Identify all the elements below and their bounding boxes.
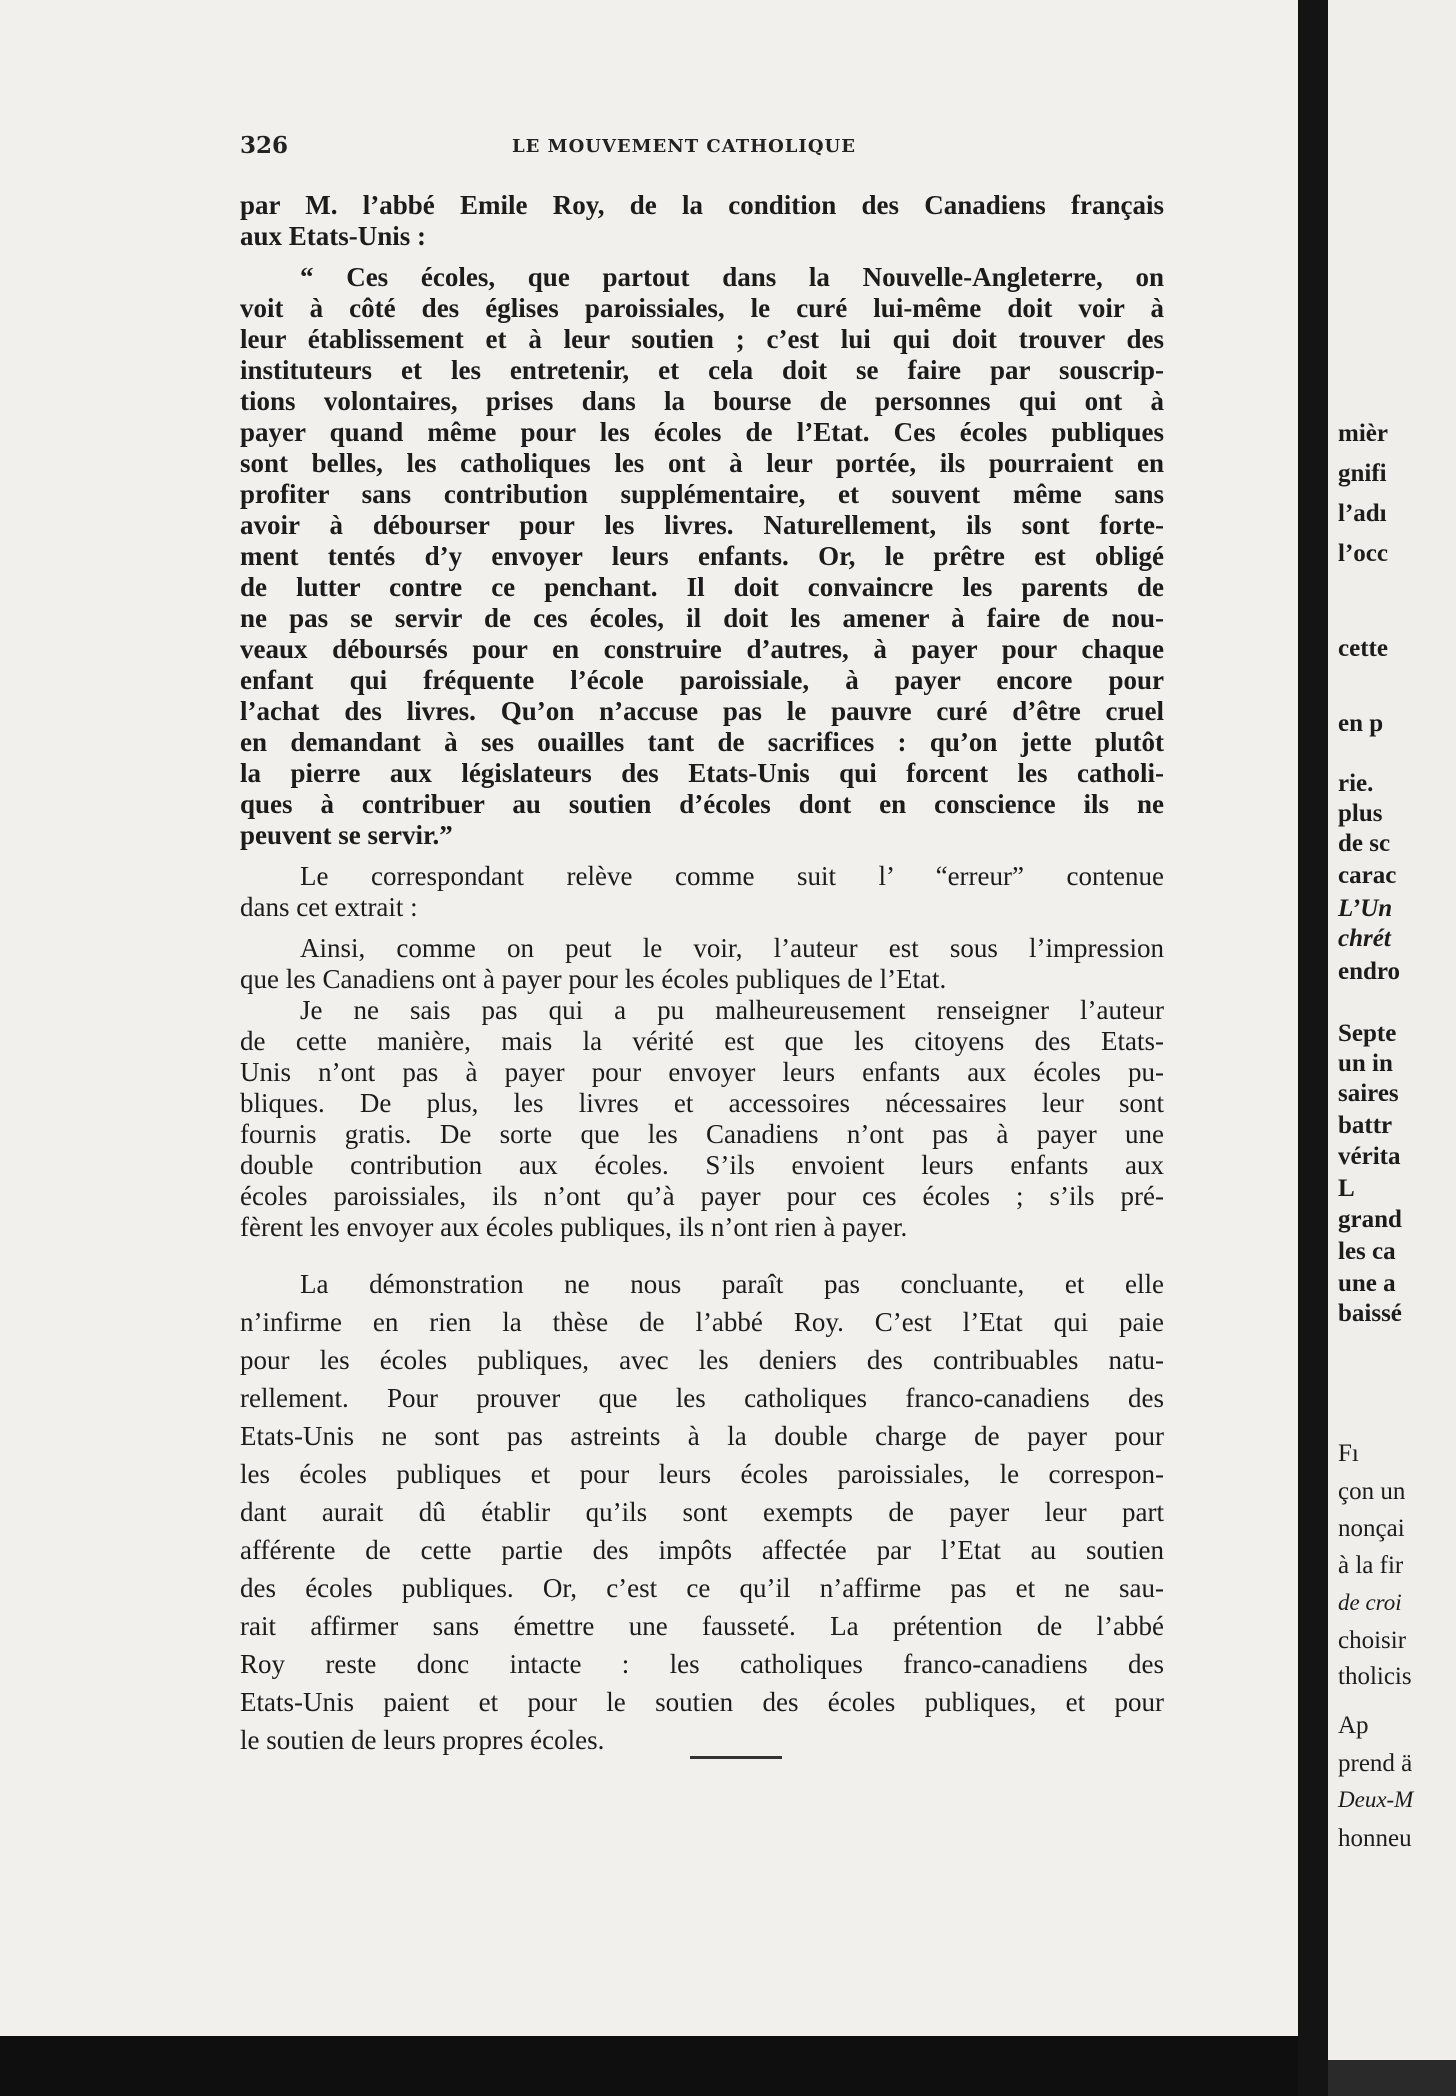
page-gutter (1298, 0, 1328, 2096)
text-line: aux Etats-Unis : (240, 221, 427, 251)
right-page-text-fragment: Fı (1338, 1440, 1359, 1467)
text-line: écoles paroissiales, ils n’ont qu’à payer pour ces écoles ; s’ils pré- (240, 1181, 1164, 1211)
text-line: les écoles publiques et pour leurs écoles paroissiales, le correspon- (240, 1459, 1164, 1489)
text-line: La démonstration ne nous paraît pas concluante, et elle (300, 1269, 1164, 1299)
text-line: Le correspondant relève comme suit l’ “erreur” contenue (300, 861, 1164, 891)
right-page-text-fragment: de croi (1338, 1590, 1402, 1615)
text-line: Roy reste donc intacte : les catholiques franco-canadiens des (240, 1649, 1164, 1679)
right-page (1328, 0, 1456, 2060)
text-line: ne pas se servir de ces écoles, il doit les amener à faire de nou- (240, 603, 1164, 633)
right-page-text-fragment: rie. (1338, 770, 1374, 797)
right-page-text-fragment: Ap (1338, 1712, 1369, 1739)
text-line: Unis n’ont pas à payer pour envoyer leurs enfants aux écoles pu- (240, 1057, 1164, 1087)
right-page-text-fragment: l’adı (1338, 500, 1387, 527)
text-line: de lutter contre ce penchant. Il doit convaincre les parents de (240, 572, 1164, 602)
text-line: de cette manière, mais la vérité est que les citoyens des Etats- (240, 1026, 1164, 1056)
right-page-text-fragment: carac (1338, 862, 1397, 889)
text-line: n’infirme en rien la thèse de l’abbé Roy. C’est l’Etat qui paie (240, 1307, 1164, 1337)
right-page-text-fragment: nonçai (1338, 1515, 1405, 1542)
text-line: dant aurait dû établir qu’ils sont exempts de payer leur part (240, 1497, 1164, 1527)
section-divider (690, 1756, 782, 1759)
text-line: instituteurs et les entretenir, et cela doit se faire par souscrip- (240, 355, 1164, 385)
right-page-text-fragment: les ca (1338, 1238, 1396, 1265)
correspondent-letter-p2 (240, 995, 1164, 1243)
right-page-text-fragment: mièr (1338, 420, 1388, 447)
text-line: en demandant à ses ouailles tant de sacrifices : qu’on jette plutôt (240, 727, 1164, 757)
text-line: ques à contribuer au soutien d’écoles dont en conscience ils ne (240, 789, 1164, 819)
right-page-text-fragment: endro (1338, 958, 1401, 985)
text-line: rait affirmer sans émettre une fausseté. La prétention de l’abbé (240, 1611, 1164, 1641)
right-page-text-fragment: l’occ (1338, 540, 1388, 567)
text-line: Ainsi, comme on peut le voir, l’auteur est sous l’impression (300, 933, 1164, 963)
right-page-text-fragment: honneu (1338, 1825, 1412, 1852)
text-line: fèrent les envoyer aux écoles publiques, ils n’ont rien à payer. (240, 1212, 908, 1242)
text-line: par M. l’abbé Emile Roy, de la condition des Canadiens français (240, 190, 1164, 220)
right-page-text-fragment: tholicis (1338, 1663, 1412, 1690)
editorial-commentary (240, 1265, 1164, 1759)
text-line: payer quand même pour les écoles de l’Etat. Ces écoles publiques (240, 417, 1164, 447)
text-line: tions volontaires, prises dans la bourse de personnes qui ont à (240, 386, 1164, 416)
right-page-text-fragment: chrét (1338, 925, 1391, 952)
text-line: voit à côté des églises paroissiales, le curé lui-même doit voir à (240, 293, 1164, 323)
text-line: bliques. De plus, les livres et accessoires nécessaires leur sont (240, 1088, 1164, 1118)
right-page-text-fragment: plus (1338, 800, 1383, 827)
quoted-passage (240, 262, 1164, 851)
text-line: leur établissement et à leur soutien ; c’est lui qui doit trouver des (240, 324, 1164, 354)
scan-border (0, 2036, 1298, 2096)
right-page-text-fragment: Deux-M (1338, 1787, 1414, 1812)
text-line: double contribution aux écoles. S’ils envoient leurs enfants aux (240, 1150, 1164, 1180)
right-page-text-fragment: un in (1338, 1050, 1393, 1077)
right-page-text-fragment: çon un (1338, 1478, 1406, 1505)
text-line: le soutien de leurs propres écoles. (240, 1725, 605, 1755)
right-page-text-fragment: choisir (1338, 1627, 1407, 1654)
text-line: “ Ces écoles, que partout dans la Nouvelle-Angleterre, on (300, 262, 1164, 292)
text-line: Etats-Unis paient et pour le soutien des écoles publiques, et pour (240, 1687, 1164, 1717)
text-line: que les Canadiens ont à payer pour les écoles publiques de l’Etat. (240, 964, 947, 994)
right-page-text-fragment: à la fir (1338, 1552, 1404, 1579)
right-page-text-fragment: saires (1338, 1080, 1399, 1107)
correspondent-letter-p1 (240, 933, 1164, 995)
running-head (240, 132, 1160, 160)
text-line: afférente de cette partie des impôts affectée par l’Etat au soutien (240, 1535, 1164, 1565)
right-page-text-fragment: grand (1338, 1206, 1402, 1233)
right-page-text-fragment: baissé (1338, 1300, 1402, 1327)
page-number: 326 (240, 132, 289, 159)
text-line: rellement. Pour prouver que les catholiques franco-canadiens des (240, 1383, 1164, 1413)
right-page-text-fragment: de sc (1338, 830, 1391, 857)
text-line: ment tentés d’y envoyer leurs enfants. Or, le prêtre est obligé (240, 541, 1164, 571)
text-line: veaux déboursés pour en construire d’autres, à payer pour chaque (240, 634, 1164, 664)
right-page-text-fragment: une a (1338, 1270, 1396, 1297)
right-page-text-fragment: cette (1338, 635, 1388, 662)
text-line: l’achat des livres. Qu’on n’accuse pas le pauvre curé d’être cruel (240, 696, 1164, 726)
article-body (240, 190, 1164, 1759)
text-line: Je ne sais pas qui a pu malheureusement renseigner l’auteur (300, 995, 1164, 1025)
text-line: pour les écoles publiques, avec les deniers des contribuables natu- (240, 1345, 1164, 1375)
correspondent-intro (240, 861, 1164, 923)
text-line: enfant qui fréquente l’école paroissiale, à payer encore pour (240, 665, 1164, 695)
text-line: la pierre aux législateurs des Etats-Unis qui forcent les catholi- (240, 758, 1164, 788)
text-line: Etats-Unis ne sont pas astreints à la double charge de payer pour (240, 1421, 1164, 1451)
running-title: LE MOUVEMENT CATHOLIQUE (512, 136, 856, 157)
text-line: sont belles, les catholiques les ont à leur portée, ils pourraient en (240, 448, 1164, 478)
text-line: des écoles publiques. Or, c’est ce qu’il n’affirme pas et ne sau- (240, 1573, 1164, 1603)
right-page-text-fragment: L (1338, 1175, 1355, 1202)
right-page-text-fragment: Septe (1338, 1020, 1397, 1047)
right-page-text-fragment: L’Un (1338, 895, 1393, 922)
text-line: profiter sans contribution supplémentaire, et souvent même sans (240, 479, 1164, 509)
right-page-text-fragment: gnifi (1338, 460, 1387, 487)
text-line: fournis gratis. De sorte que les Canadiens n’ont pas à payer une (240, 1119, 1164, 1149)
right-page-text-fragment: battr (1338, 1112, 1393, 1139)
right-page-text-fragment: en p (1338, 710, 1384, 737)
right-page-text-fragment: vérita (1338, 1143, 1401, 1170)
text-line: avoir à débourser pour les livres. Naturellement, ils sont forte- (240, 510, 1164, 540)
text-line: peuvent se servir.” (240, 820, 453, 850)
intro-paragraph (240, 190, 1164, 252)
text-line: dans cet extrait : (240, 892, 418, 922)
right-page-text-fragment: prend ä (1338, 1750, 1413, 1777)
